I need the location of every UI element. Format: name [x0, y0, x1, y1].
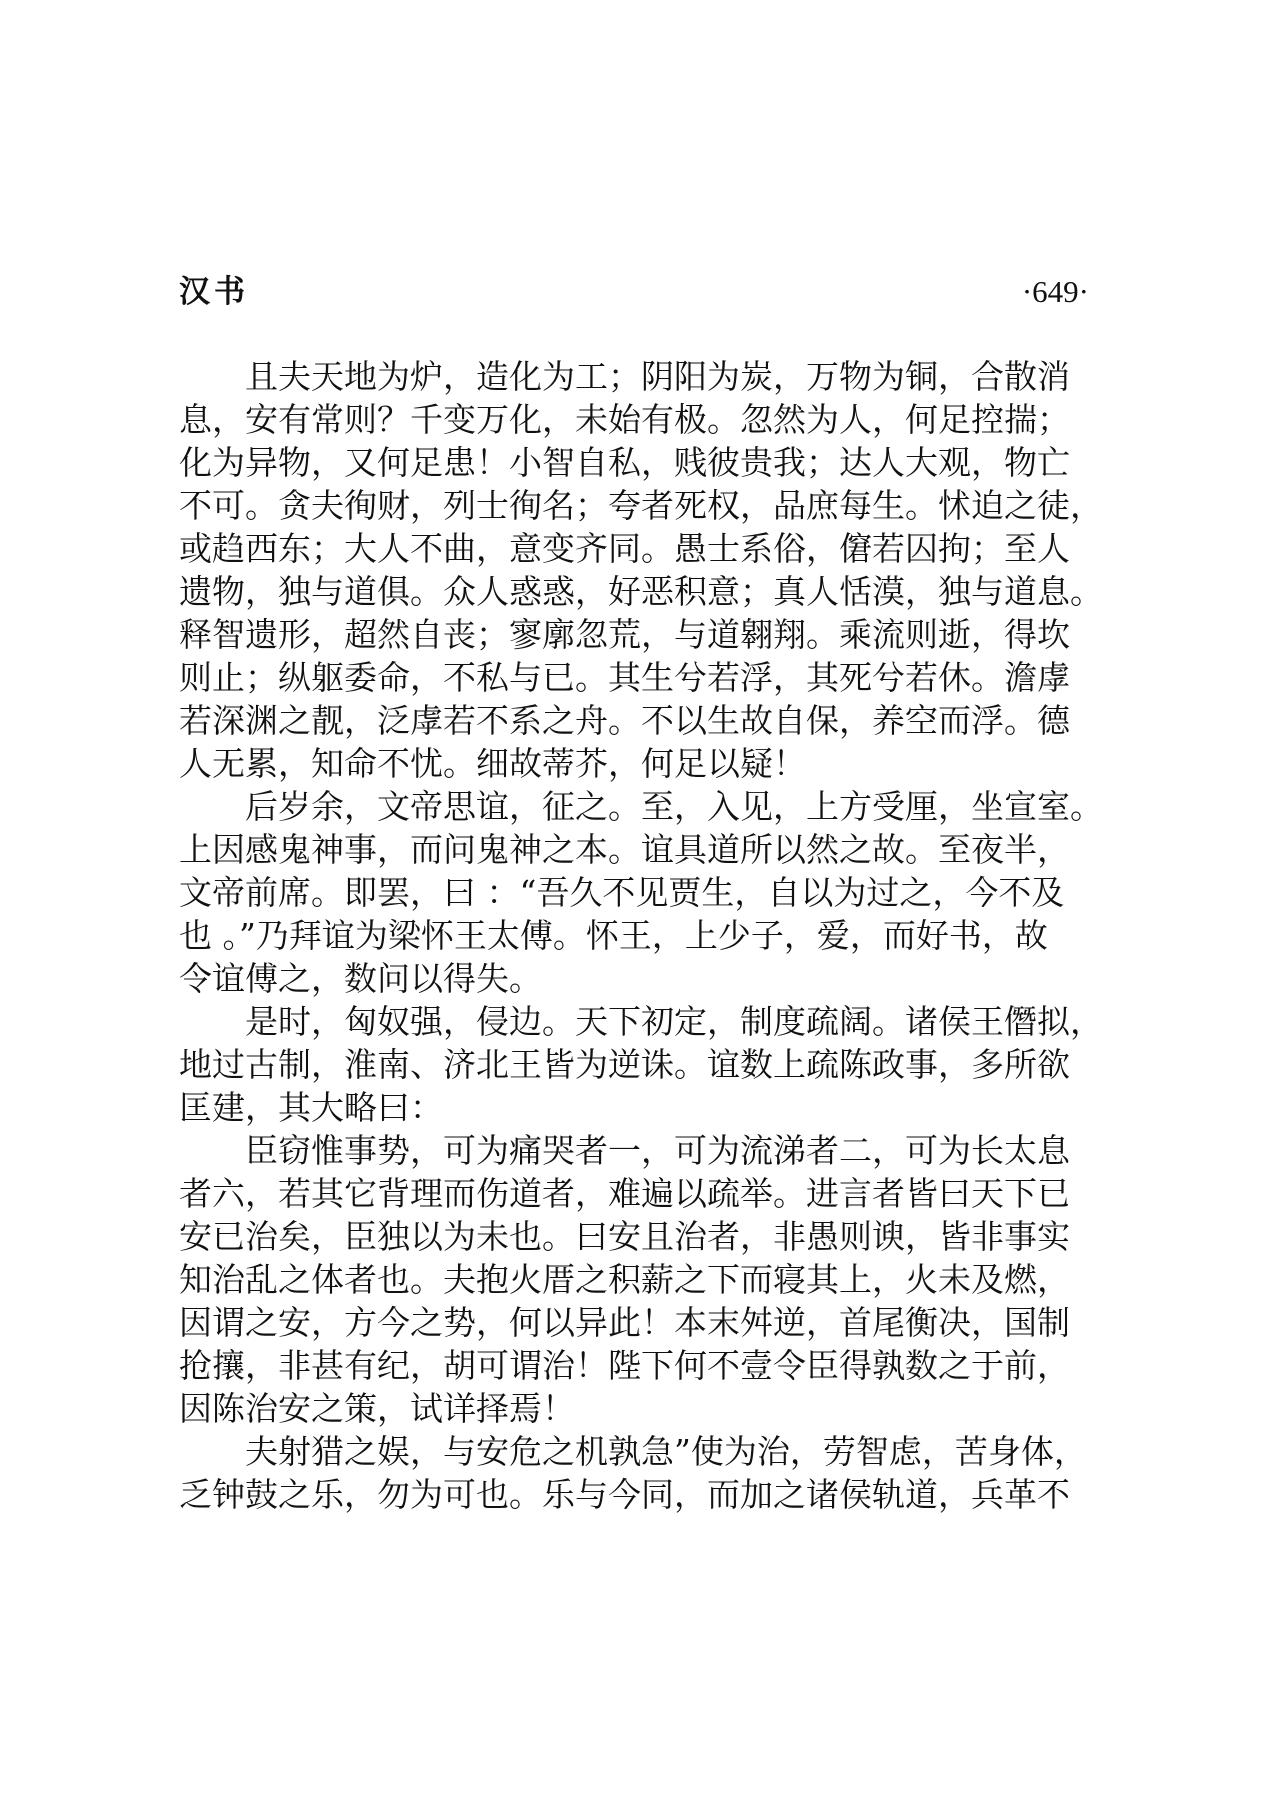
paragraph	[179, 1430, 1179, 1516]
text-line: 令谊傅之，数问以得失。	[179, 959, 542, 998]
text-line: 乏钟鼓之乐，勿为可也。乐与今同，而加之诸侯轨道，兵革不	[179, 1475, 1070, 1514]
text-line: 人无累，知命不忧。细故蒂芥，何足以疑！	[179, 744, 806, 783]
body-text	[179, 355, 1179, 1516]
text-line: 安已治矣，臣独以为未也。曰安且治者，非愚则谀，皆非事实	[179, 1217, 1070, 1256]
paragraph	[179, 1000, 1179, 1129]
text-line: 是时，匈奴强，侵边。天下初定，制度疏阔。诸侯王僭拟，	[245, 1002, 1103, 1041]
text-line: 匡建，其大略曰：	[179, 1088, 443, 1127]
text-line: 臣窃惟事势，可为痛哭者一，可为流涕者二，可为长太息	[245, 1131, 1070, 1170]
text-line: 遗物，独与道俱。众人惑惑，好恶积意；真人恬漠，独与道息。	[179, 572, 1103, 611]
text-line: 也 。”乃拜谊为梁怀王太傅。怀王，上少子，爱，而好书，故	[179, 916, 1048, 955]
paragraph	[179, 785, 1179, 1000]
paragraph	[179, 1129, 1179, 1430]
text-line: 若深渊之靓，泛虖若不系之舟。不以生故自保，养空而浮。德	[179, 701, 1070, 740]
text-line: 不可。贪夫徇财，列士徇名；夸者死权，品庶每生。怵迫之徒，	[179, 486, 1103, 525]
page-number: ·649·	[1021, 274, 1089, 309]
text-line: 夫射猎之娱，与安危之机孰急”使为治，劳智虑，苦身体，	[245, 1432, 1087, 1471]
text-line: 地过古制，淮南、济北王皆为逆诛。谊数上疏陈政事，多所欲	[179, 1045, 1070, 1084]
text-line: 或趋西东；大人不曲，意变齐同。愚士系俗，僒若囚拘；至人	[179, 529, 1070, 568]
running-header	[179, 272, 1089, 312]
text-line: 释智遗形，超然自丧；寥廓忽荒，与道翱翔。乘流则逝，得坎	[179, 615, 1070, 654]
text-line: 则止；纵躯委命，不私与已。其生兮若浮，其死兮若休。澹虖	[179, 658, 1070, 697]
text-line: 息，安有常则？千变万化，未始有极。忽然为人，何足控揣；	[179, 400, 1070, 439]
text-line: 因陈治安之策，试详择焉！	[179, 1389, 575, 1428]
paragraph	[179, 355, 1179, 785]
text-line: 上因感鬼神事，而问鬼神之本。谊具道所以然之故。至夜半，	[179, 830, 1070, 869]
text-line: 知治乱之体者也。夫抱火厝之积薪之下而寝其上，火未及燃，	[179, 1260, 1070, 1299]
text-line: 化为异物，又何足患！小智自私，贱彼贵我；达人大观，物亡	[179, 443, 1070, 482]
text-line: 抢攘，非甚有纪，胡可谓治！陛下何不壹令臣得孰数之于前，	[179, 1346, 1070, 1385]
text-line: 文帝前席。即罢，曰 ：“吾久不见贾生，自以为过之，今不及	[179, 873, 1065, 912]
book-title: 汉书	[179, 274, 249, 310]
text-line: 者六，若其它背理而伤道者，难遍以疏举。进言者皆曰天下已	[179, 1174, 1070, 1213]
text-line: 且夫天地为炉，造化为工；阴阳为炭，万物为铜，合散消	[245, 357, 1070, 396]
text-line: 后岁余，文帝思谊，征之。至，入见，上方受厘，坐宣室。	[245, 787, 1103, 826]
text-line: 因谓之安，方今之势，何以异此！本末舛逆，首尾衡决，国制	[179, 1303, 1070, 1342]
